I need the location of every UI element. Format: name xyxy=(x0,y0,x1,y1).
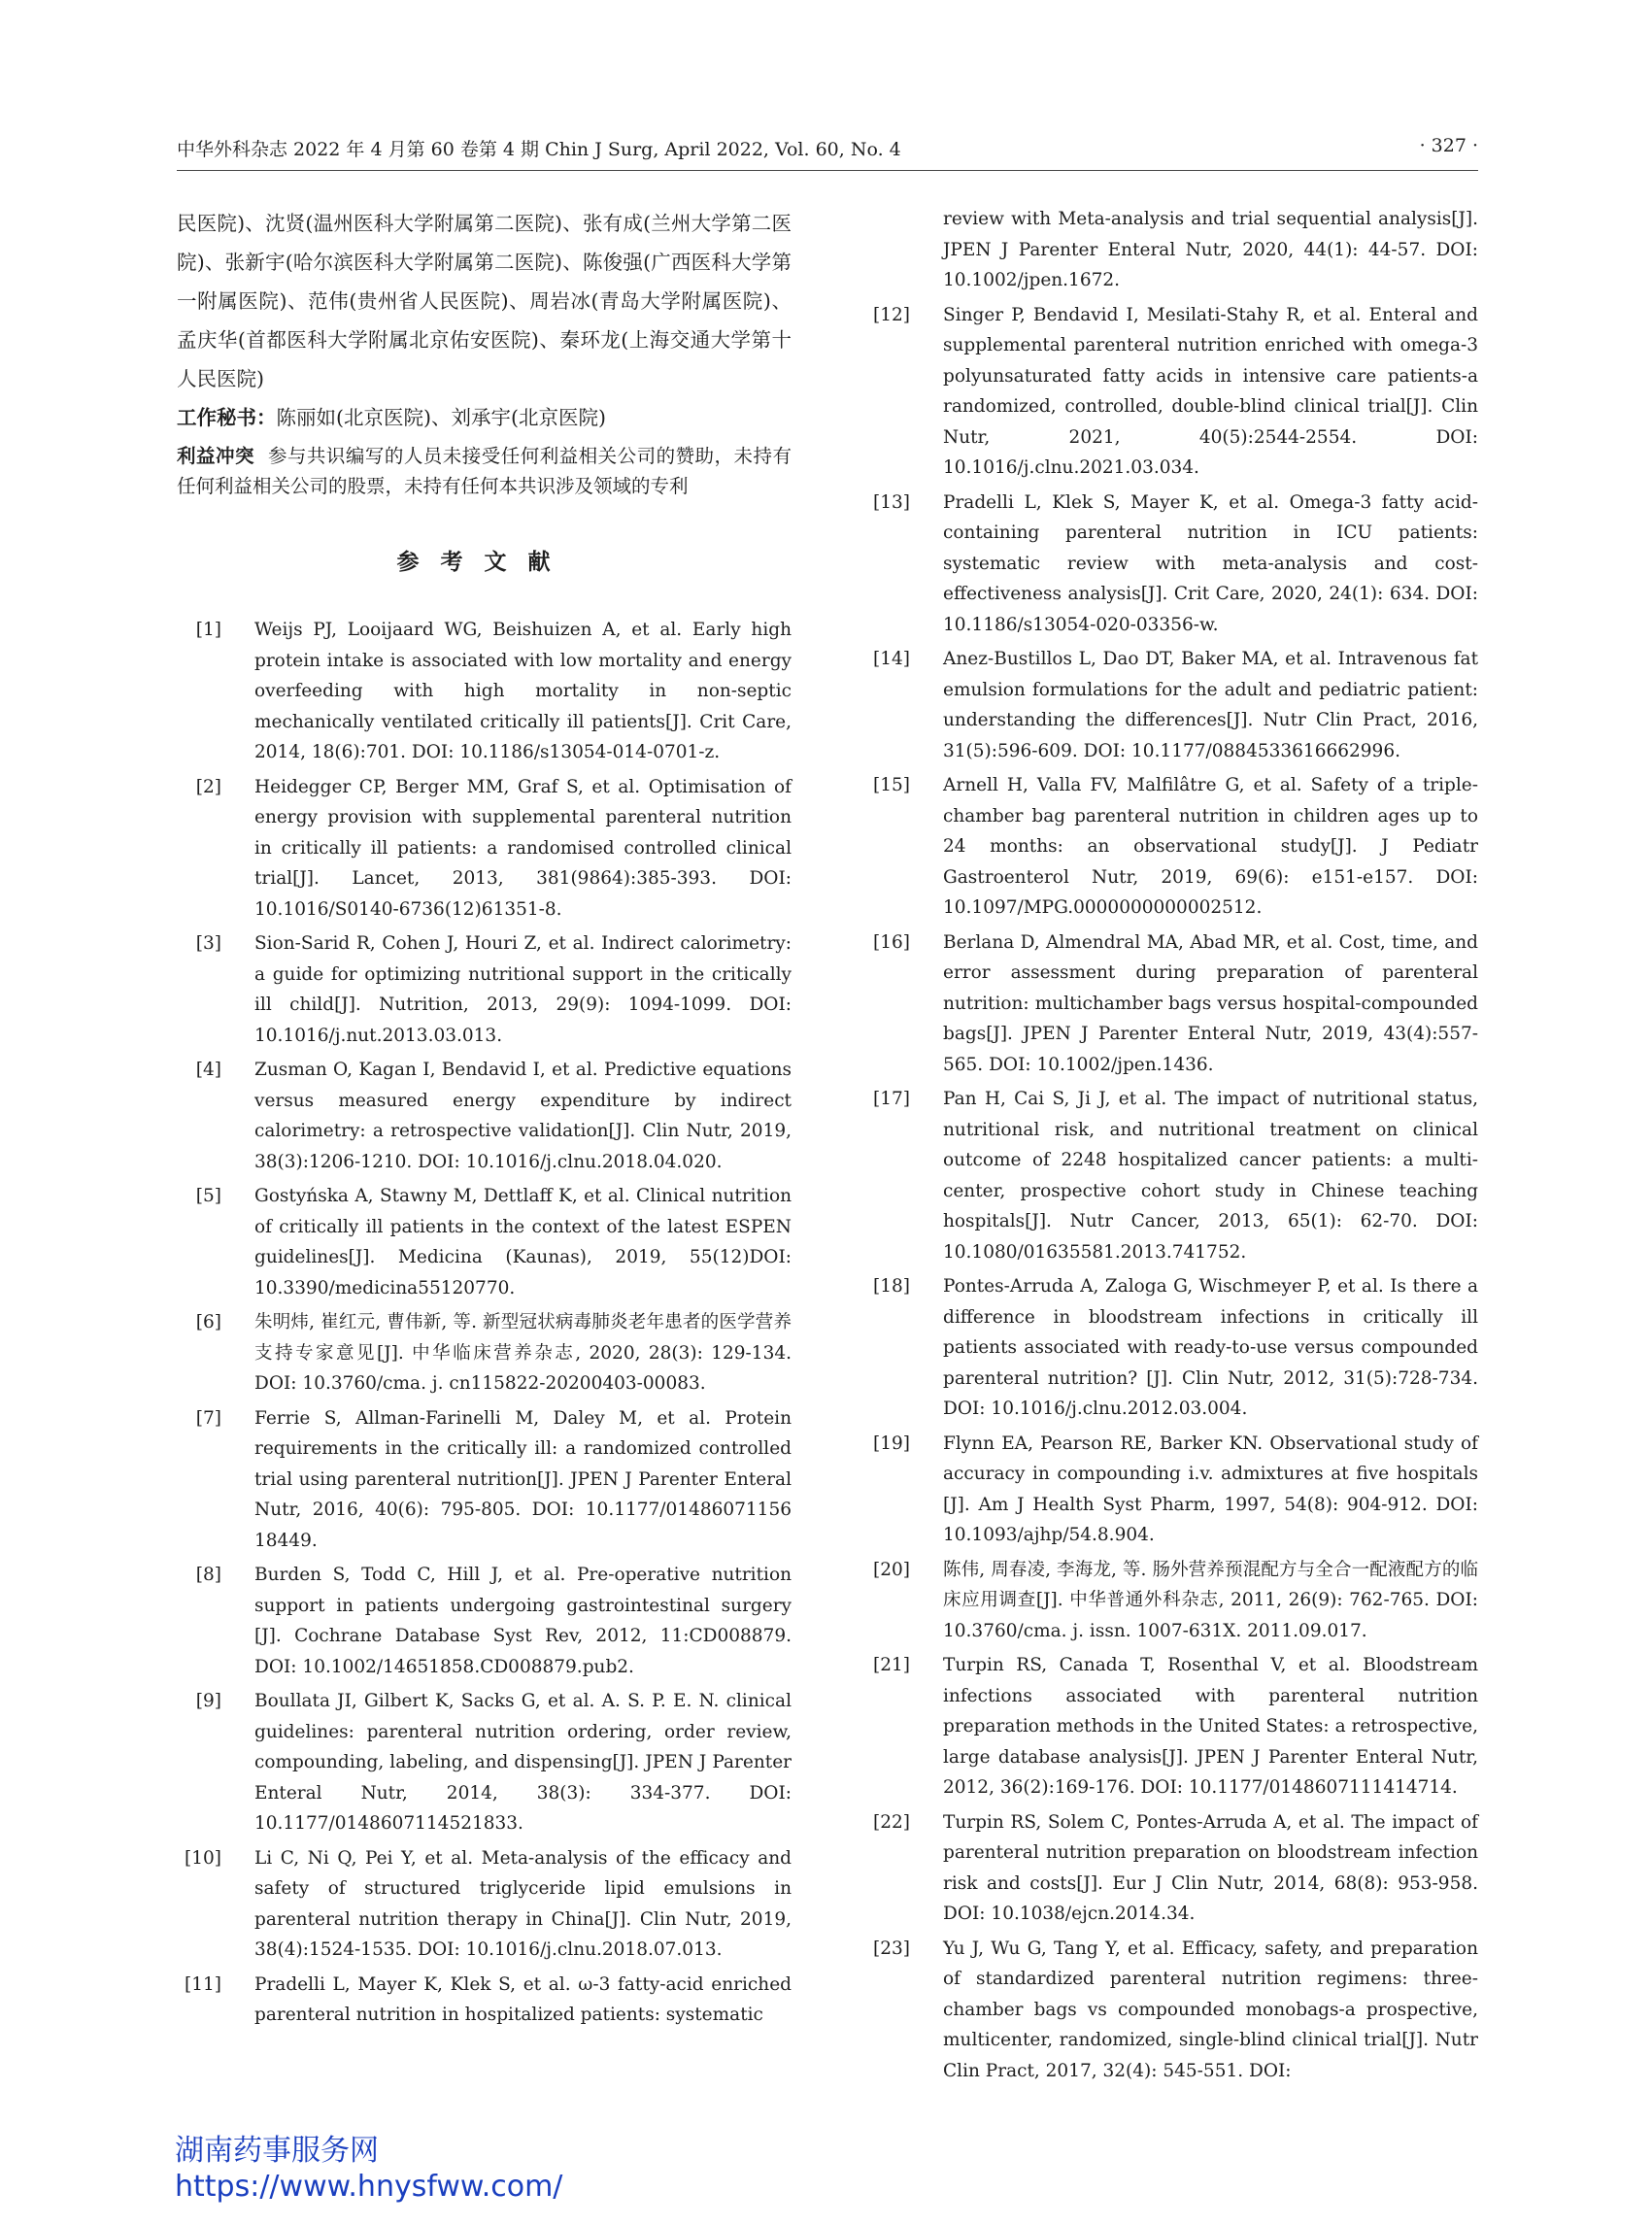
reference-item xyxy=(177,1055,792,1177)
references-heading: 参考文献 xyxy=(396,550,572,575)
reference-text: Yu J, Wu G, Tang Y, et al. Efficacy, safety, and preparation of standardized parenteral nutrition regimens: three-chamber bags vs compounded monobags-a prospective, multicenter, randomized, single-blind clinical trial[J]. Nutr Clin Pract, 2017, 32(4): 545-551. DOI: xyxy=(943,1938,1478,2081)
reference-number: [9] xyxy=(195,1691,221,1711)
reference-item xyxy=(177,1560,792,1682)
reference-text: 陈伟, 周春凌, 李海龙, 等. 肠外营养预混配方与全合一配液配方的临床应用调查[J]. 中华普通外科杂志, 2011, 26(9): 762-765. DOI: 10.3760/cma. j. issn. 1007-631X. 2011.09.017. xyxy=(943,1559,1478,1641)
reference-number: [1] xyxy=(195,620,221,640)
reference-item xyxy=(873,1934,1478,2087)
reference-number: [14] xyxy=(873,649,910,669)
reference-item xyxy=(177,1307,792,1399)
reference-text: Burden S, Todd C, Hill J, et al. Pre-operative nutrition support in patients undergoing gastrointestinal surgery [J]. Cochrane Database Syst Rev, 2012, 11:CD008879. DOI: 10.1002/14651858.CD008879.pub2. xyxy=(254,1565,792,1677)
reference-item xyxy=(177,1181,792,1303)
reference-item xyxy=(873,770,1478,924)
reference-text: Turpin RS, Solem C, Pontes-Arruda A, et al. The impact of parenteral nutrition preparation on bloodstream infection risk and costs[J]. Eur J Clin Nutr, 2014, 68(8): 953-958. DOI: 10.1038/ejcn.2014.34. xyxy=(943,1811,1478,1924)
reference-number: [19] xyxy=(873,1433,910,1454)
reference-number: [23] xyxy=(873,1938,910,1959)
reference-number: [13] xyxy=(873,491,910,513)
reference-number: [7] xyxy=(195,1407,221,1429)
reference-number: [16] xyxy=(873,931,910,953)
reference-item xyxy=(873,644,1478,766)
reference-item xyxy=(177,772,792,926)
reference-text: Berlana D, Almendral MA, Abad MR, et al. Cost, time, and error assessment during preparation of parenteral nutrition: multichamber bags versus hospital-compounded bags[J]. JPEN J Parenter Enteral Nutr, 2019, 43(4):557-565. DOI: 10.1002/jpen.1436. xyxy=(943,931,1478,1075)
reference-item xyxy=(873,927,1478,1081)
reference-number: [10] xyxy=(185,1847,221,1869)
reference-list-left xyxy=(177,615,792,2031)
reference-number: [5] xyxy=(195,1186,221,1206)
reference-number: [2] xyxy=(195,776,221,797)
reference-number: [18] xyxy=(873,1276,910,1297)
reference-text: Flynn EA, Pearson RE, Barker KN. Observational study of accuracy in compounding i.v. admixtures at five hospitals [J]. Am J Health Syst Pharm, 1997, 54(8): 904-912. DOI: 10.1093/ajhp/54.8.904. xyxy=(943,1433,1478,1545)
reference-item xyxy=(177,1403,792,1557)
reference-number: [12] xyxy=(873,304,910,325)
reference-item xyxy=(873,1084,1478,1267)
reference-number: [20] xyxy=(873,1559,910,1580)
reference-item xyxy=(177,1686,792,1839)
coi-statement: 参与共识编写的人员未接受任何利益相关公司的赞助，未持有任何利益相关公司的股票，未持有任何本共识涉及领域的专利 xyxy=(177,445,792,497)
right-column xyxy=(873,204,1478,2090)
watermark-site-name: 湖南药事服务网 xyxy=(175,2134,379,2168)
reference-item xyxy=(873,488,1478,641)
reference-text: 朱明炜, 崔红元, 曹伟新, 等. 新型冠状病毒肺炎老年患者的医学营养支持专家意见[J]. 中华临床营养杂志, 2020, 28(3): 129-134. DOI: 10.3760/cma. j. cn115822-20200403-00083. xyxy=(254,1312,792,1394)
reference-text: Sion-Sarid R, Cohen J, Houri Z, et al. Indirect calorimetry: a guide for optimizing nutritional support in the critically ill child[J]. Nutrition, 2013, 29(9): 1094-1099. DOI: 10.1016/j.nut.2013.03.013. xyxy=(254,933,792,1046)
reference-text: Weijs PJ, Looijaard WG, Beishuizen A, et al. Early high protein intake is associated with low mortality and energy overfeeding with high mortality in non-septic mechanically ventilated critically ill patients[J]. Crit Care, 2014, 18(6):701. DOI: 10.1186/s13054-014-0701-z. xyxy=(254,620,792,762)
reference-item xyxy=(177,1843,792,1966)
reference-text: Ferrie S, Allman-Farinelli M, Daley M, et al. Protein requirements in the critically ill: a randomized controlled trial using parenteral nutrition[J]. JPEN J Parenter Enteral Nutr, 2016, 40(6): 795-805. DOI: 10.1177/01486071156 18449. xyxy=(254,1407,792,1551)
site-watermark xyxy=(175,2133,583,2205)
reference-item xyxy=(873,1807,1478,1930)
reference-list-right xyxy=(873,300,1478,2087)
reference-text: Turpin RS, Canada T, Rosenthal V, et al. Bloodstream infections associated with parenteral nutrition preparation methods in the United States: a retrospective, large database analysis[J]. JPEN J Parenter Enteral Nutr, 2012, 36(2):169-176. DOI: 10.1177/0148607111414714. xyxy=(943,1655,1478,1798)
conflict-of-interest xyxy=(177,441,792,501)
reference-number: [17] xyxy=(873,1089,910,1109)
reference-item xyxy=(177,1970,792,2031)
reference-number: [4] xyxy=(195,1060,221,1080)
reference-item xyxy=(177,928,792,1051)
coi-label: 利益冲突 xyxy=(177,445,254,467)
reference-text: Boullata JI, Gilbert K, Sacks G, et al. A. S. P. E. N. clinical guidelines: parenteral nutrition ordering, order review, compounding, labeling, and dispensing[J]. JPEN J Parenter Enteral Nutr, 2014, 38(3): 334-377. DOI: 10.1177/0148607114521833. xyxy=(254,1691,792,1834)
reference-text: Li C, Ni Q, Pei Y, et al. Meta-analysis of the efficacy and safety of structured triglyceride lipid emulsions in parenteral nutrition therapy in China[J]. Clin Nutr, 2019, 38(4):1524-1535. DOI: 10.1016/j.clnu.2018.07.013. xyxy=(254,1847,792,1960)
reference-item xyxy=(873,1429,1478,1551)
watermark-url[interactable]: https://www.hnysfww.com/ xyxy=(175,2170,563,2204)
reference-text: Pontes-Arruda A, Zaloga G, Wischmeyer P, et al. Is there a difference in bloodstream infections in critically ill patients associated with ready-to-use versus compounded parenteral nutrition? [J]. Clin Nutr, 2012, 31(5):728-734. DOI: 10.1016/j.clnu.2012.03.004. xyxy=(943,1276,1478,1419)
reference-text: Arnell H, Valla FV, Malfilâtre G, et al. Safety of a triple-chamber bag parenteral nutrition in children ages up to 24 months: an observational study[J]. J Pediatr Gastroenterol Nutr, 2019, 69(6): e151-e157. DOI: 10.1097/MPG.0000000000002512. xyxy=(943,775,1478,918)
reference-number: [11] xyxy=(185,1973,221,1995)
header-divider xyxy=(177,170,1478,171)
reference-text: Pradelli L, Mayer K, Klek S, et al. ω-3 fatty-acid enriched parenteral nutrition in hospitalized patients: systematic xyxy=(254,1973,792,2025)
reference-text: Zusman O, Kagan I, Bendavid I, et al. Predictive equations versus measured energy expenditure by indirect calorimetry: a retrospective validation[J]. Clin Nutr, 2019, 38(3):1206-1210. DOI: 10.1016/j.clnu.2018.04.020. xyxy=(254,1060,792,1172)
reference-continuation: review with Meta-analysis and trial sequential analysis[J]. JPEN J Parenter Enteral Nutr, 2020, 44(1): 44-57. DOI: 10.1002/jpen.1672. xyxy=(943,209,1478,290)
reference-number: [21] xyxy=(873,1655,910,1675)
journal-citation: 中华外科杂志 2022 年 4 月第 60 卷第 4 期 Chin J Surg, April 2022, Vol. 60, No. 4 xyxy=(177,139,901,160)
reference-item xyxy=(177,615,792,768)
reference-number: [15] xyxy=(873,775,910,795)
left-column xyxy=(177,204,792,2035)
reference-item xyxy=(873,1650,1478,1804)
reference-item xyxy=(873,1271,1478,1425)
reference-text: Pradelli L, Klek S, Mayer K, et al. Omega-3 fatty acid-containing parenteral nutrition in ICU patients: systematic review with meta-analysis and cost-effectiveness analysis[J]. Crit Care, 2020, 24(1): 634. DOI: 10.1186/s13054-020-03356-w. xyxy=(943,491,1478,635)
page-number: · 327 · xyxy=(1419,135,1478,156)
reference-text: Anez-Bustillos L, Dao DT, Baker MA, et al. Intravenous fat emulsion formulations for the adult and pediatric patient: understanding the differences[J]. Nutr Clin Pract, 2016, 31(5):596-609. DOI: 10.1177/0884533616662996. xyxy=(943,649,1478,761)
reference-number: [6] xyxy=(195,1312,221,1332)
reference-number: [22] xyxy=(873,1811,910,1833)
secretary-label: 工作秘书： xyxy=(177,406,277,429)
committee-members: 民医院)、沈贤(温州医科大学附属第二医院)、张有成(兰州大学第二医院)、张新宇(哈尔滨医科大学附属第二医院)、陈俊强(广西医科大学第一附属医院)、范伟(贵州省人民医院)、周岩冰(青岛大学附属医院)、孟庆华(首都医科大学附属北京佑安医院)、秦环龙(上海交通大学第十人民医院) xyxy=(177,212,792,390)
reference-text: Singer P, Bendavid I, Mesilati-Stahy R, et al. Enteral and supplemental parenteral nutrition enriched with omega-3 polyunsaturated fatty acids in intensive care patients-a randomized, controlled, double-blind clinical trial[J]. Clin Nutr, 2021, 40(5):2544-2554. DOI: 10.1016/j.clnu.2021.03.034. xyxy=(943,304,1478,478)
secretary-names: 陈丽如(北京医院)、刘承宇(北京医院) xyxy=(276,406,606,429)
reference-text: Pan H, Cai S, Ji J, et al. The impact of nutritional status, nutritional risk, and nutritional treatment on clinical outcome of 2248 hospitalized cancer patients: a multi-center, prospective cohort study in Chinese teaching hospitals[J]. Nutr Cancer, 2013, 65(1): 62-70. DOI: 10.1080/01635581.2013.741752. xyxy=(943,1089,1478,1263)
reference-item xyxy=(873,1555,1478,1647)
reference-number: [3] xyxy=(195,933,221,954)
reference-number: [8] xyxy=(195,1565,221,1585)
reference-text: Gostyńska A, Stawny M, Dettlaff K, et al. Clinical nutrition of critically ill patients in the context of the latest ESPEN guidelines[J]. Medicina (Kaunas), 2019, 55(12)DOI: 10.3390/medicina55120770. xyxy=(254,1186,792,1298)
reference-text: Heidegger CP, Berger MM, Graf S, et al. Optimisation of energy provision with supplemental parenteral nutrition in critically ill patients: a randomised controlled clinical trial[J]. Lancet, 2013, 381(9864):385-393. DOI: 10.1016/S0140-6736(12)61351-8. xyxy=(254,776,792,920)
running-header xyxy=(177,135,1478,164)
working-secretaries xyxy=(177,398,792,437)
reference-item xyxy=(873,300,1478,484)
